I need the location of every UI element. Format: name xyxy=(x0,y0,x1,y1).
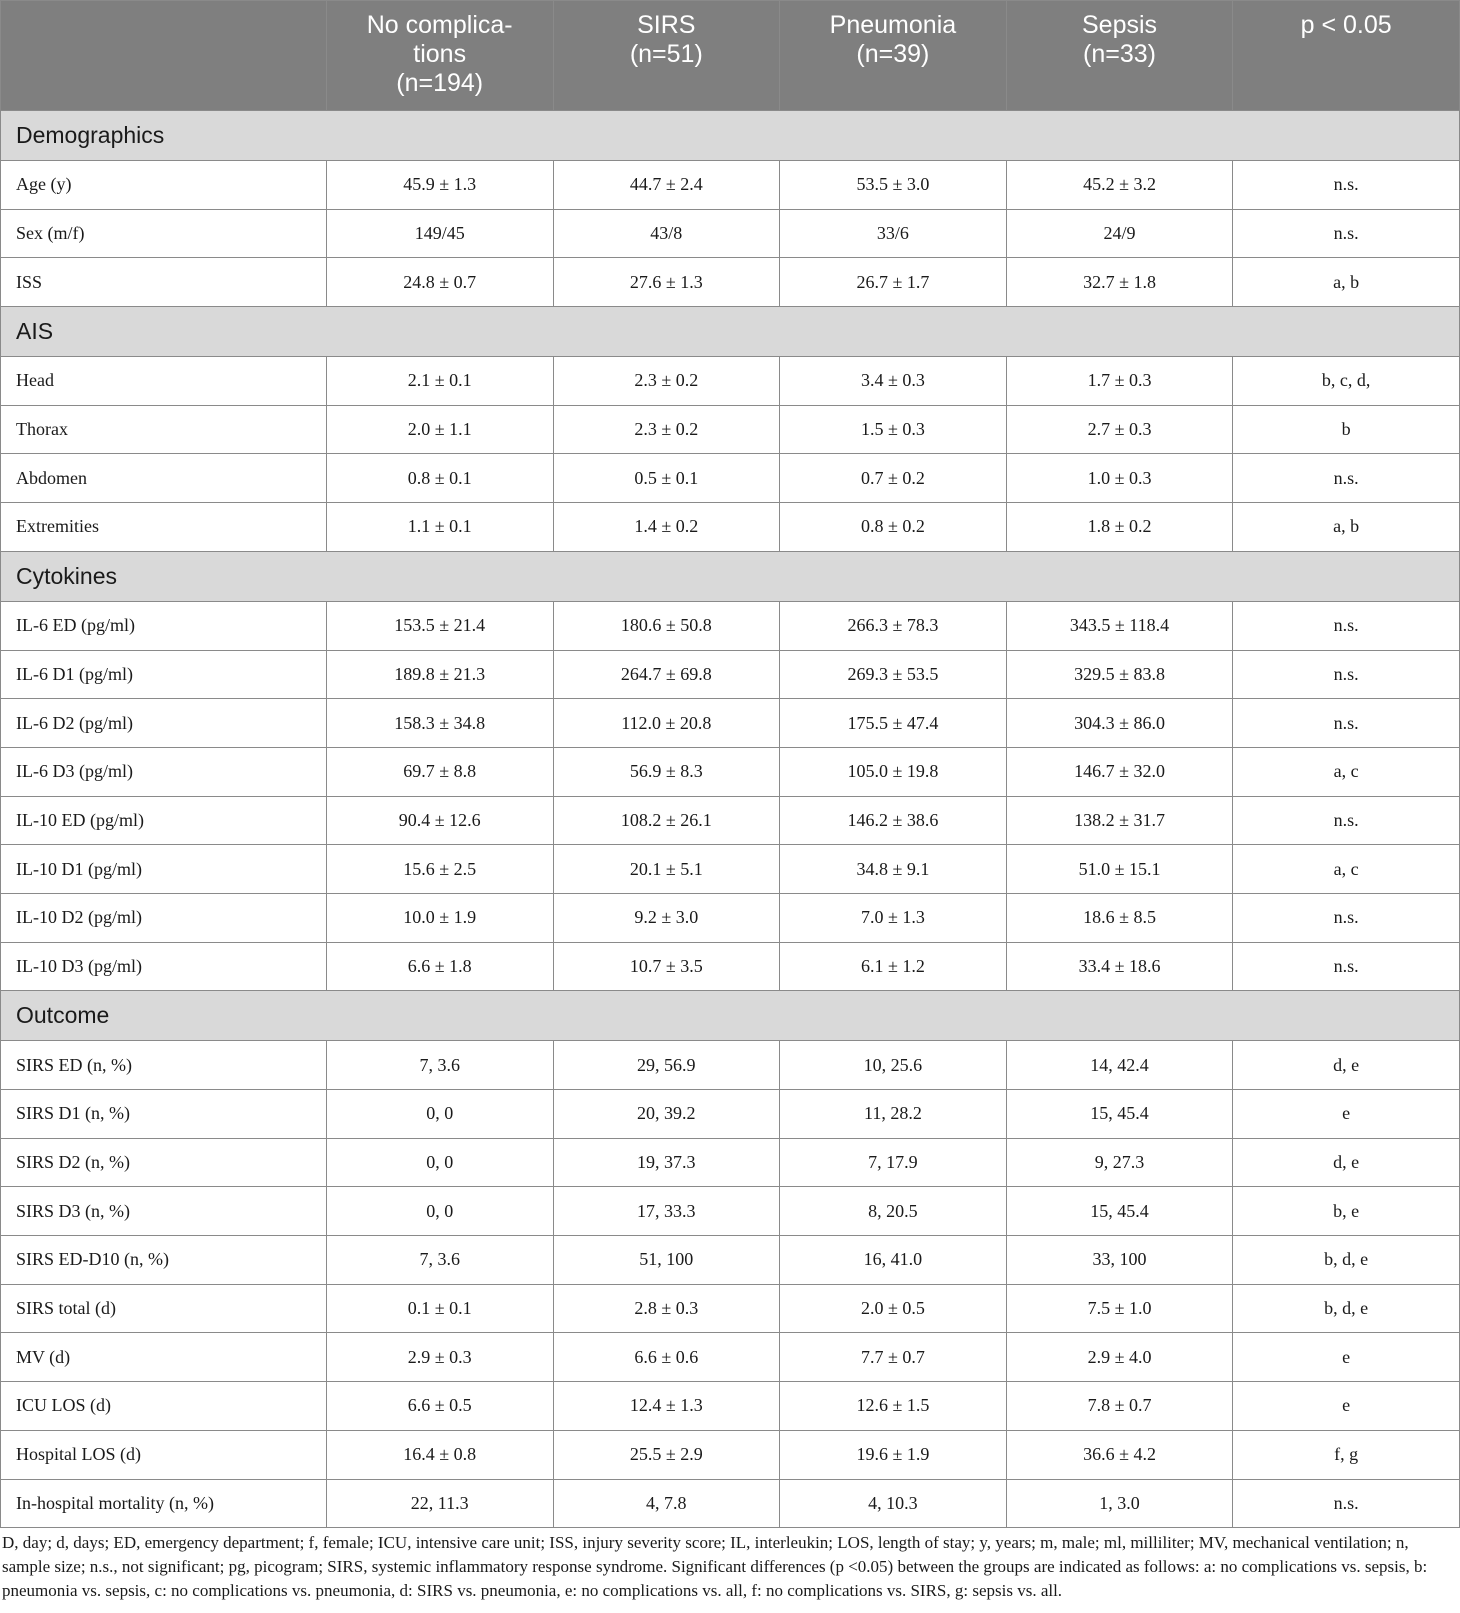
table-cell: a, b xyxy=(1233,258,1460,307)
table-cell: a, c xyxy=(1233,747,1460,796)
table-cell: 11, 28.2 xyxy=(780,1090,1007,1139)
table-cell: 2.1 ± 0.1 xyxy=(326,357,553,406)
table-row xyxy=(1,161,1460,210)
table-cell: 2.3 ± 0.2 xyxy=(553,357,780,406)
table-cell: 6.1 ± 1.2 xyxy=(780,942,1007,991)
table-cell: n.s. xyxy=(1233,942,1460,991)
table-cell: 304.3 ± 86.0 xyxy=(1006,699,1233,748)
table-row xyxy=(1,747,1460,796)
row-label: ICU LOS (d) xyxy=(1,1382,327,1431)
table-cell: 1.4 ± 0.2 xyxy=(553,503,780,552)
table-cell: 2.3 ± 0.2 xyxy=(553,405,780,454)
table-cell: 138.2 ± 31.7 xyxy=(1006,796,1233,845)
row-label: IL-6 ED (pg/ml) xyxy=(1,601,327,650)
table-row xyxy=(1,209,1460,258)
row-label: SIRS D1 (n, %) xyxy=(1,1090,327,1139)
section-title: Cytokines xyxy=(1,551,1460,601)
row-label: ISS xyxy=(1,258,327,307)
table-cell: 0.7 ± 0.2 xyxy=(780,454,1007,503)
table-cell: 9.2 ± 3.0 xyxy=(553,893,780,942)
table-row xyxy=(1,454,1460,503)
table-cell: 10.7 ± 3.5 xyxy=(553,942,780,991)
section-header-row xyxy=(1,991,1460,1041)
table-cell: 53.5 ± 3.0 xyxy=(780,161,1007,210)
table-cell: 9, 27.3 xyxy=(1006,1138,1233,1187)
table-cell: 1.7 ± 0.3 xyxy=(1006,357,1233,406)
table-cell: 189.8 ± 21.3 xyxy=(326,650,553,699)
row-label: SIRS D2 (n, %) xyxy=(1,1138,327,1187)
table-cell: 24.8 ± 0.7 xyxy=(326,258,553,307)
table-cell: 0.1 ± 0.1 xyxy=(326,1284,553,1333)
table-row xyxy=(1,601,1460,650)
table-cell: 1.5 ± 0.3 xyxy=(780,405,1007,454)
header-cell-no-complications xyxy=(326,1,553,111)
table-cell: 29, 56.9 xyxy=(553,1041,780,1090)
table-cell: 1.0 ± 0.3 xyxy=(1006,454,1233,503)
table-cell: 20, 39.2 xyxy=(553,1090,780,1139)
table-cell: 6.6 ± 1.8 xyxy=(326,942,553,991)
table-row xyxy=(1,1138,1460,1187)
table-cell: n.s. xyxy=(1233,601,1460,650)
table-cell: n.s. xyxy=(1233,1479,1460,1528)
table-cell: 15, 45.4 xyxy=(1006,1090,1233,1139)
table-row xyxy=(1,845,1460,894)
table-cell: 16.4 ± 0.8 xyxy=(326,1430,553,1479)
table-row xyxy=(1,405,1460,454)
section-header-row xyxy=(1,111,1460,161)
table-cell: 14, 42.4 xyxy=(1006,1041,1233,1090)
table-cell: b, e xyxy=(1233,1187,1460,1236)
table-cell: 0.5 ± 0.1 xyxy=(553,454,780,503)
table-cell: 7, 3.6 xyxy=(326,1236,553,1285)
table-row xyxy=(1,942,1460,991)
table-row xyxy=(1,1479,1460,1528)
table-cell: 25.5 ± 2.9 xyxy=(553,1430,780,1479)
table-cell: b xyxy=(1233,405,1460,454)
row-label: SIRS ED-D10 (n, %) xyxy=(1,1236,327,1285)
header-line: Pneumonia xyxy=(829,11,957,39)
table-row xyxy=(1,650,1460,699)
table-row xyxy=(1,1236,1460,1285)
table-cell: 7.8 ± 0.7 xyxy=(1006,1382,1233,1431)
table-cell: 0, 0 xyxy=(326,1187,553,1236)
table-cell: 264.7 ± 69.8 xyxy=(553,650,780,699)
table-footnote: D, day; d, days; ED, emergency department; f, female; ICU, intensive care unit; ISS, injury severity score; IL, interleukin; LOS, length of stay; y, years; m, male; ml, milliliter; MV, mechanical ventilation; n, sample size; n.s., not significant; pg, picogram; SIRS, systemic inflammatory response syndrome. Significant differences (p <0.05) between the groups are indicated as follows: a: no complications vs. sepsis, b: pneumonia vs. sepsis, c: no complications vs. pneumonia, d: SIRS vs. pneumonia, e: no complications vs. all, f: no complications vs. SIRS, g: sepsis vs. all. xyxy=(2,1533,1428,1600)
table-cell: 19, 37.3 xyxy=(553,1138,780,1187)
table-cell: 266.3 ± 78.3 xyxy=(780,601,1007,650)
table-cell: 8, 20.5 xyxy=(780,1187,1007,1236)
table-cell: 158.3 ± 34.8 xyxy=(326,699,553,748)
header-line: No complica- xyxy=(366,11,513,39)
table-cell: 32.7 ± 1.8 xyxy=(1006,258,1233,307)
table-cell: 33/6 xyxy=(780,209,1007,258)
row-label: IL-6 D2 (pg/ml) xyxy=(1,699,327,748)
row-label: Thorax xyxy=(1,405,327,454)
header-cell-sirs xyxy=(553,1,780,111)
table-cell: 0, 0 xyxy=(326,1138,553,1187)
table-cell: 2.0 ± 0.5 xyxy=(780,1284,1007,1333)
table-cell: 18.6 ± 8.5 xyxy=(1006,893,1233,942)
section-header-row xyxy=(1,307,1460,357)
table-cell: 7.0 ± 1.3 xyxy=(780,893,1007,942)
table-row xyxy=(1,258,1460,307)
table-cell: n.s. xyxy=(1233,161,1460,210)
row-label: SIRS total (d) xyxy=(1,1284,327,1333)
table-cell: 16, 41.0 xyxy=(780,1236,1007,1285)
table-cell: 2.9 ± 4.0 xyxy=(1006,1333,1233,1382)
table-cell: 4, 7.8 xyxy=(553,1479,780,1528)
table-cell: 149/45 xyxy=(326,209,553,258)
table-cell: 12.6 ± 1.5 xyxy=(780,1382,1007,1431)
table-cell: e xyxy=(1233,1333,1460,1382)
table-cell: b, d, e xyxy=(1233,1284,1460,1333)
row-label: IL-10 D3 (pg/ml) xyxy=(1,942,327,991)
table-cell: 7.5 ± 1.0 xyxy=(1006,1284,1233,1333)
row-label: Hospital LOS (d) xyxy=(1,1430,327,1479)
header-cell-p-value xyxy=(1233,1,1460,111)
table-cell: 0, 0 xyxy=(326,1090,553,1139)
row-label: MV (d) xyxy=(1,1333,327,1382)
header-line: tions xyxy=(413,40,467,68)
section-title: Outcome xyxy=(1,991,1460,1041)
section-header-row xyxy=(1,551,1460,601)
table-cell: 180.6 ± 50.8 xyxy=(553,601,780,650)
row-label: IL-10 D2 (pg/ml) xyxy=(1,893,327,942)
row-label: SIRS ED (n, %) xyxy=(1,1041,327,1090)
table-cell: 0.8 ± 0.2 xyxy=(780,503,1007,552)
table-cell: 153.5 ± 21.4 xyxy=(326,601,553,650)
table-cell: a, b xyxy=(1233,503,1460,552)
row-label: IL-10 ED (pg/ml) xyxy=(1,796,327,845)
table-cell: n.s. xyxy=(1233,650,1460,699)
section-title: AIS xyxy=(1,307,1460,357)
table-cell: e xyxy=(1233,1382,1460,1431)
table-cell: n.s. xyxy=(1233,796,1460,845)
table-cell: 26.7 ± 1.7 xyxy=(780,258,1007,307)
table-cell: 56.9 ± 8.3 xyxy=(553,747,780,796)
table-body xyxy=(1,111,1460,1528)
table-cell: 33.4 ± 18.6 xyxy=(1006,942,1233,991)
header-line: (n=39) xyxy=(856,40,930,68)
table-cell: 1, 3.0 xyxy=(1006,1479,1233,1528)
table-cell: n.s. xyxy=(1233,893,1460,942)
row-label: In-hospital mortality (n, %) xyxy=(1,1479,327,1528)
table-cell: 51.0 ± 15.1 xyxy=(1006,845,1233,894)
table-cell: 343.5 ± 118.4 xyxy=(1006,601,1233,650)
table-cell: n.s. xyxy=(1233,454,1460,503)
table-cell: b, d, e xyxy=(1233,1236,1460,1285)
table-cell: f, g xyxy=(1233,1430,1460,1479)
table-cell: 146.2 ± 38.6 xyxy=(780,796,1007,845)
table-cell: 90.4 ± 12.6 xyxy=(326,796,553,845)
row-label: Age (y) xyxy=(1,161,327,210)
table-cell: 0.8 ± 0.1 xyxy=(326,454,553,503)
table-cell: 24/9 xyxy=(1006,209,1233,258)
header-cell-pneumonia xyxy=(780,1,1007,111)
table-row xyxy=(1,1041,1460,1090)
table-cell: 15.6 ± 2.5 xyxy=(326,845,553,894)
table-cell: 2.9 ± 0.3 xyxy=(326,1333,553,1382)
table-cell: 17, 33.3 xyxy=(553,1187,780,1236)
table-cell: 7, 3.6 xyxy=(326,1041,553,1090)
row-label: SIRS D3 (n, %) xyxy=(1,1187,327,1236)
table-row xyxy=(1,1284,1460,1333)
table-row xyxy=(1,796,1460,845)
table-cell: 33, 100 xyxy=(1006,1236,1233,1285)
table-cell: 19.6 ± 1.9 xyxy=(780,1430,1007,1479)
header-line: Sepsis xyxy=(1082,11,1158,39)
table-cell: 329.5 ± 83.8 xyxy=(1006,650,1233,699)
row-label: IL-6 D3 (pg/ml) xyxy=(1,747,327,796)
table-row xyxy=(1,1430,1460,1479)
table-row xyxy=(1,1333,1460,1382)
table-cell: 22, 11.3 xyxy=(326,1479,553,1528)
table-cell: e xyxy=(1233,1090,1460,1139)
table-cell: 20.1 ± 5.1 xyxy=(553,845,780,894)
table-cell: 108.2 ± 26.1 xyxy=(553,796,780,845)
table-row xyxy=(1,357,1460,406)
table-row xyxy=(1,503,1460,552)
row-label: Head xyxy=(1,357,327,406)
row-label: Sex (m/f) xyxy=(1,209,327,258)
header-line: (n=33) xyxy=(1083,40,1156,68)
table-cell: 7.7 ± 0.7 xyxy=(780,1333,1007,1382)
table-cell: 34.8 ± 9.1 xyxy=(780,845,1007,894)
table-cell: 15, 45.4 xyxy=(1006,1187,1233,1236)
table-cell: 105.0 ± 19.8 xyxy=(780,747,1007,796)
table-row xyxy=(1,1187,1460,1236)
row-label: Abdomen xyxy=(1,454,327,503)
section-title: Demographics xyxy=(1,111,1460,161)
table-cell: 45.9 ± 1.3 xyxy=(326,161,553,210)
table-cell: 4, 10.3 xyxy=(780,1479,1007,1528)
table-cell: 6.6 ± 0.5 xyxy=(326,1382,553,1431)
header-line: (n=194) xyxy=(396,69,484,97)
table-cell: 10.0 ± 1.9 xyxy=(326,893,553,942)
table-cell: 1.8 ± 0.2 xyxy=(1006,503,1233,552)
header-cell-sepsis xyxy=(1006,1,1233,111)
table-cell: 6.6 ± 0.6 xyxy=(553,1333,780,1382)
table-cell: 3.4 ± 0.3 xyxy=(780,357,1007,406)
table-cell: n.s. xyxy=(1233,699,1460,748)
header-cell-variable xyxy=(1,1,327,111)
table-cell: 10, 25.6 xyxy=(780,1041,1007,1090)
table-cell: 2.0 ± 1.1 xyxy=(326,405,553,454)
header-line: (n=51) xyxy=(629,40,703,68)
row-label: IL-6 D1 (pg/ml) xyxy=(1,650,327,699)
table-cell: 146.7 ± 32.0 xyxy=(1006,747,1233,796)
table-cell: d, e xyxy=(1233,1138,1460,1187)
table-cell: 2.8 ± 0.3 xyxy=(553,1284,780,1333)
table-cell: d, e xyxy=(1233,1041,1460,1090)
table-cell: a, c xyxy=(1233,845,1460,894)
table-cell: 51, 100 xyxy=(553,1236,780,1285)
table-row xyxy=(1,1382,1460,1431)
table-cell: b, c, d, xyxy=(1233,357,1460,406)
table-header-row xyxy=(1,1,1460,111)
table-cell: 1.1 ± 0.1 xyxy=(326,503,553,552)
table-row xyxy=(1,1090,1460,1139)
table-cell: 27.6 ± 1.3 xyxy=(553,258,780,307)
table-row xyxy=(1,893,1460,942)
header-line: p < 0.05 xyxy=(1300,11,1392,39)
row-label: IL-10 D1 (pg/ml) xyxy=(1,845,327,894)
table-cell: 36.6 ± 4.2 xyxy=(1006,1430,1233,1479)
table-row xyxy=(1,699,1460,748)
table-cell: 2.7 ± 0.3 xyxy=(1006,405,1233,454)
row-label: Extremities xyxy=(1,503,327,552)
table-cell: 7, 17.9 xyxy=(780,1138,1007,1187)
table-cell: 269.3 ± 53.5 xyxy=(780,650,1007,699)
table-cell: 44.7 ± 2.4 xyxy=(553,161,780,210)
table-cell: 43/8 xyxy=(553,209,780,258)
table-cell: 12.4 ± 1.3 xyxy=(553,1382,780,1431)
table-cell: 69.7 ± 8.8 xyxy=(326,747,553,796)
table-cell: n.s. xyxy=(1233,209,1460,258)
table-cell: 45.2 ± 3.2 xyxy=(1006,161,1233,210)
table-cell: 175.5 ± 47.4 xyxy=(780,699,1007,748)
table-cell: 112.0 ± 20.8 xyxy=(553,699,780,748)
header-line: SIRS xyxy=(637,11,696,39)
